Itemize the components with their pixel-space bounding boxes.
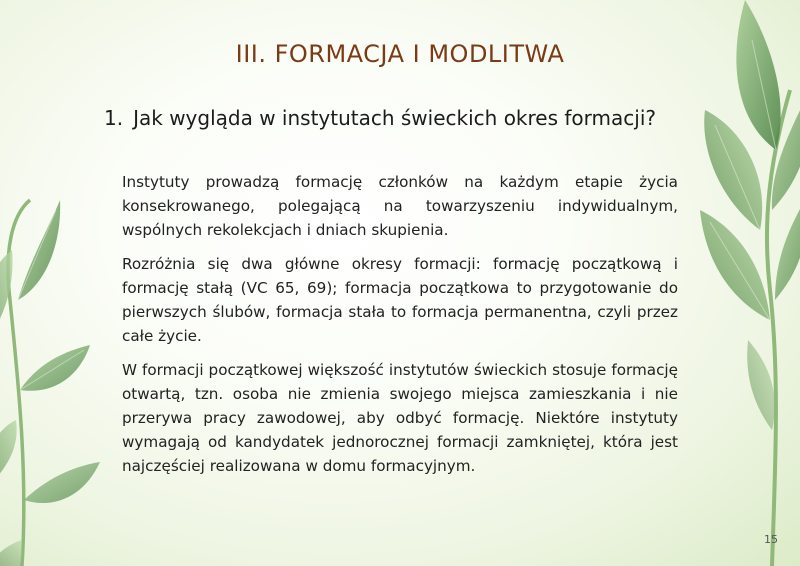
- question-text: Jak wygląda w instytutach świeckich okres formacji?: [133, 106, 656, 130]
- slide-title: III. FORMACJA I MODLITWA: [235, 40, 565, 68]
- paragraph-1: Instytuty prowadzą formację członków na każdym etapie życia konsekrowanego, polegającą na towarzyszeniu indywidualnym, wspólnych rekolekcjach i dniach skupienia.: [122, 173, 678, 239]
- left-branch-icon: [0, 200, 100, 566]
- question-heading: [104, 106, 724, 130]
- right-branch-icon: [700, 0, 800, 566]
- question-number: 1.: [104, 106, 124, 130]
- paragraph-3: W formacji początkowej większość instytutów świeckich stosuje formację otwartą, tzn. osoba nie zmienia swojego miejsca zamieszkania i nie przerywa pracy zawodowej, aby odbyć formację. Niektóre instytuty wymagają od kandydatek jednorocznej formacji zamkniętej, która jest najczęściej realizowana w domu formacyjnym.: [122, 361, 678, 475]
- body-text: [122, 170, 678, 488]
- paragraph-2: Rozróżnia się dwa główne okresy formacji: formację początkową i formację stałą (VC 65, 69); formacja początkowa to przygotowanie do pierwszych ślubów, formacja stała to formacja permanentna, czyli przez całe życie.: [122, 255, 678, 345]
- page-number: 15: [764, 533, 778, 546]
